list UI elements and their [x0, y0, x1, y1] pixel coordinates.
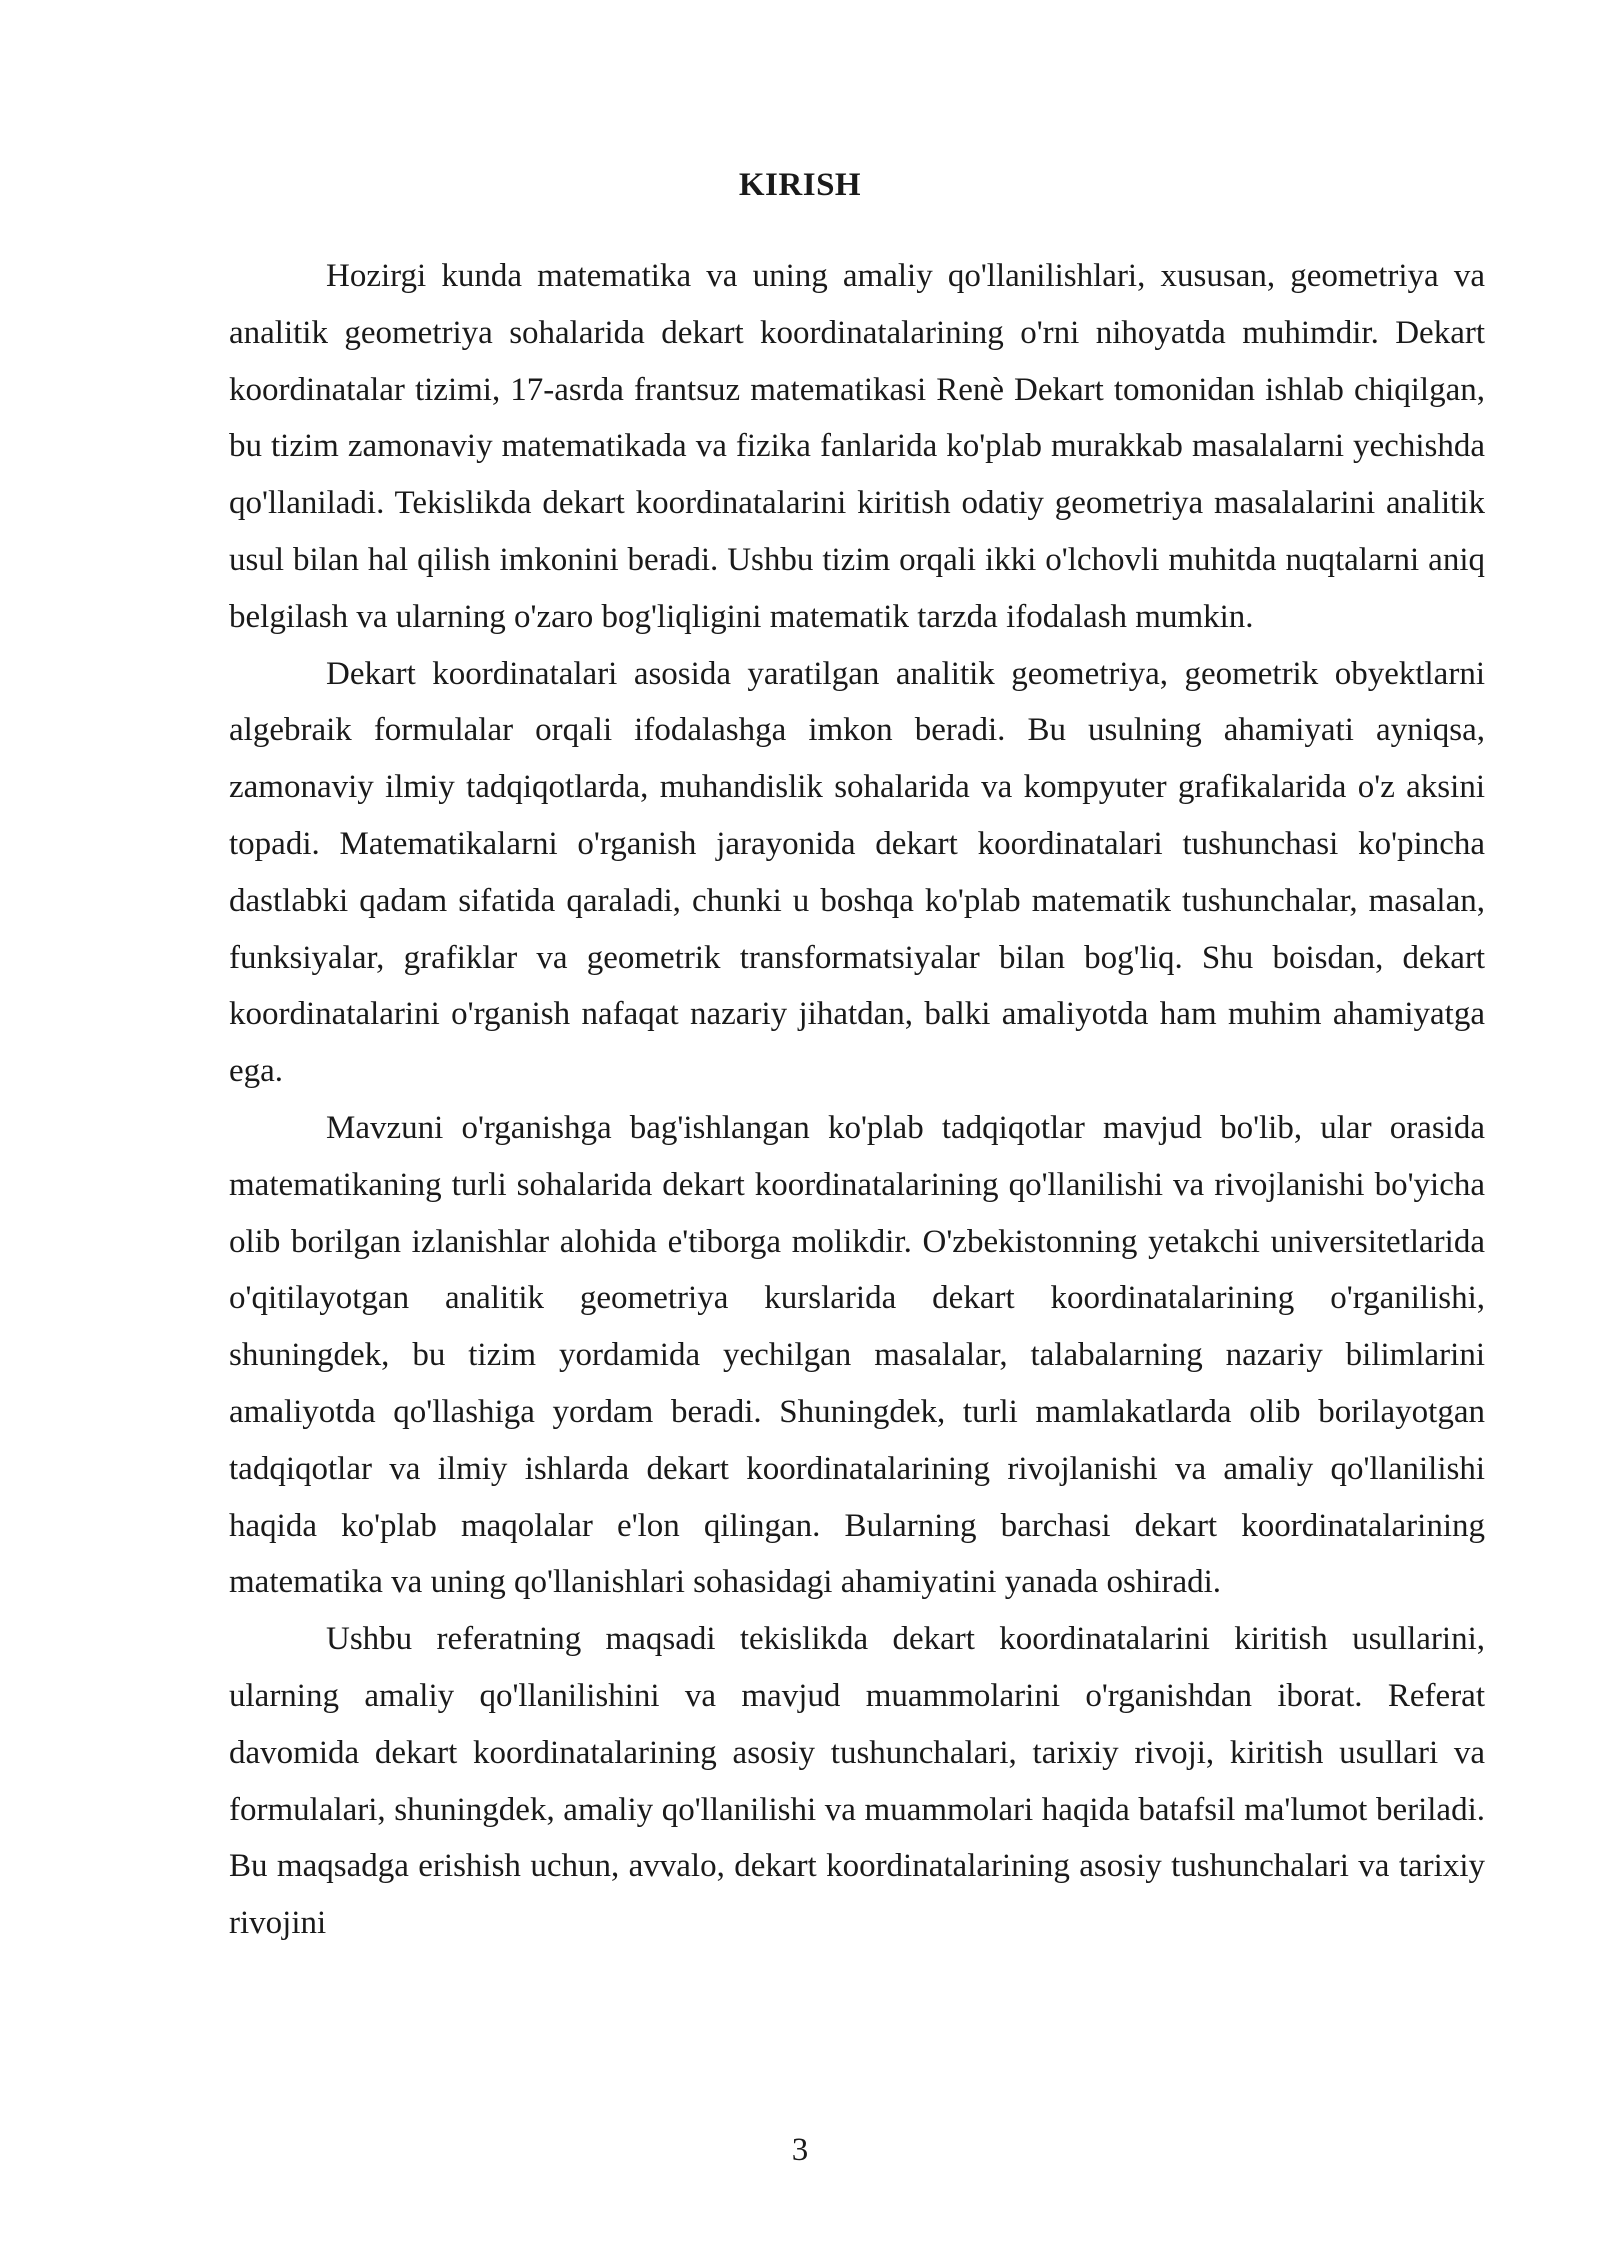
page-number: 3	[791, 2132, 809, 2168]
paragraph-1: Hozirgi kunda matematika va uning amaliy qo'llanilishlari, xususan, geometriya va analitik geometriya sohalarida dekart koordinatalarining o'rni nihoyatda muhimdir. Dekart koordinatalar tizimi, 17-asrda frantsuz matematikasi Renè Dekart tomonidan ishlab chiqilgan, bu tizim zamonaviy matematikada va fizika fanlarida ko'plab murakkab masalalarni yechishda qo'llaniladi. Tekislikda dekart koordinatalarini kiritish odatiy geometriya masalalarini analitik usul bilan hal qilish imkonini beradi. Ushbu tizim orqali ikki o'lchovli muhitda nuqtalarni aniq belgilash va ularning o'zaro bog'liqligini matematik tarzda ifodalash mumkin.	[229, 258, 1485, 635]
paragraph-2: Dekart koordinatalari asosida yaratilgan analitik geometriya, geometrik obyektlarni algebraik formulalar orqali ifodalashga imkon beradi. Bu usulning ahamiyati ayniqsa, zamonaviy ilmiy tadqiqotlarda, muhandislik sohalarida va kompyuter grafikalarida o'z aksini topadi. Matematikalarni o'rganish jarayonida dekart koordinatalari tushunchasi ko'pincha dastlabki qadam sifatida qaraladi, chunki u boshqa ko'plab matematik tushunchalar, masalan, funksiyalar, grafiklar va geometrik transformatsiyalar bilan bog'liq. Shu boisdan, dekart koordinatalarini o'rganish nafaqat nazariy jihatdan, balki amaliyotda ham muhim ahamiyatga ega.	[229, 655, 1485, 1090]
page-title: KIRISH	[738, 167, 862, 203]
paragraph-4: Ushbu referatning maqsadi tekislikda dekart koordinatalarini kiritish usullarini, ularning amaliy qo'llanilishini va mavjud muammolarini o'rganishdan iborat. Referat davomida dekart koordinatalarining asosiy tushunchalari, tarixiy rivoji, kiritish usullari va formulalari, shuningdek, amaliy qo'llanilishi va muammolari haqida batafsil ma'lumot beriladi. Bu maqsadga erishish uchun, avvalo, dekart koordinatalarining asosiy tushunchalari va tarixiy rivojini	[229, 1621, 1485, 1942]
paragraph-3: Mavzuni o'rganishga bag'ishlangan ko'plab tadqiqotlar mavjud bo'lib, ular orasida matematikaning turli sohalarida dekart koordinatalarining qo'llanilishi va rivojlanishi bo'yicha olib borilgan izlanishlar alohida e'tiborga molikdir. O'zbekistonning yetakchi universitetlarida o'qitilayotgan analitik geometriya kurslarida dekart koordinatalarining o'rganilishi, shuningdek, bu tizim yordamida yechilgan masalalar, talabalarning nazariy bilimlarini amaliyotda qo'llashiga yordam beradi. Shuningdek, turli mamlakatlarda olib borilayotgan tadqiqotlar va ilmiy ishlarda dekart koordinatalarining rivojlanishi va amaliy qo'llanilishi haqida ko'plab maqolalar e'lon qilingan. Bularning barchasi dekart koordinatalarining matematika va uning qo'llanishlari sohasidagi ahamiyatini yanada oshiradi.	[229, 1109, 1485, 1601]
body-text	[229, 248, 1485, 1952]
